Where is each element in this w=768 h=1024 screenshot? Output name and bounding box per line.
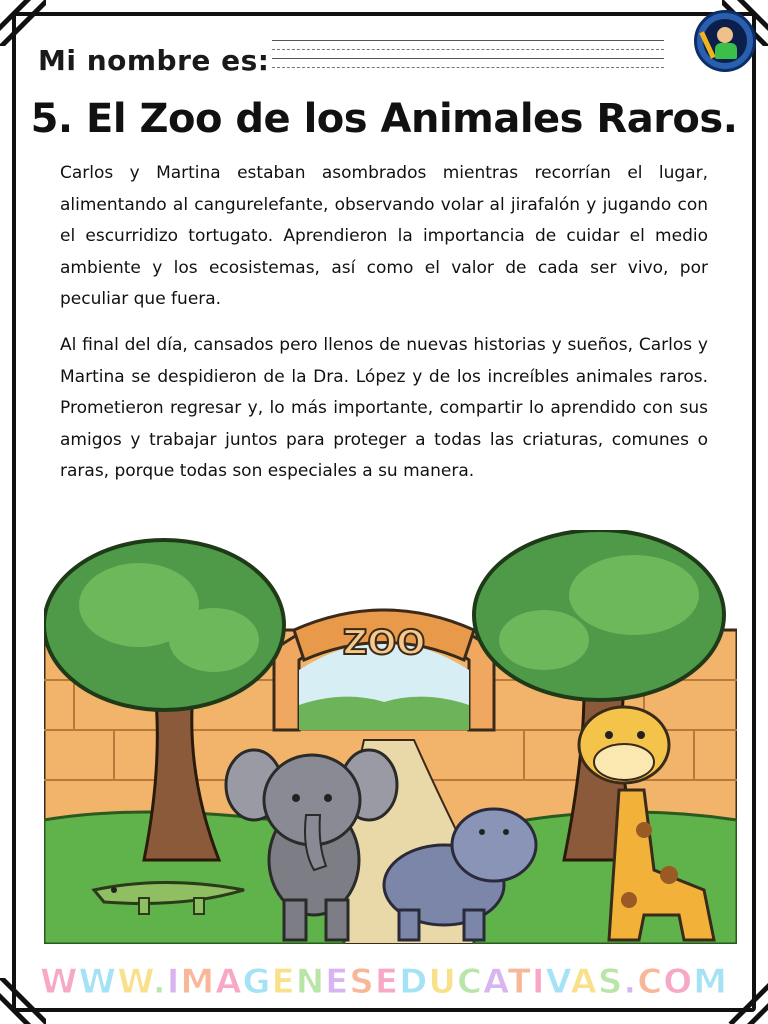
website-letter: U — [428, 962, 457, 1002]
website-letter: O — [663, 962, 694, 1002]
website-letter: M — [180, 962, 216, 1002]
corner-stripes-top-left — [0, 0, 46, 46]
story-paragraph-1: Carlos y Martina estaban asombrados mientras recorrían el lugar, alimentando al cangurelefante, observando volar al jirafalón y jugando con el escurridizo tortugato. Aprendieron la importancia de cuidar el medio ambiente y los ecosistemas, así como el valor de cada ser vivo, por peculiar que fuera. — [60, 163, 708, 309]
website-letter: S — [597, 962, 624, 1002]
website-letter: V — [545, 962, 571, 1002]
website-letter: . — [623, 962, 638, 1002]
website-letter: N — [295, 962, 326, 1002]
website-letter: E — [325, 962, 350, 1002]
website-letter: S — [349, 962, 375, 1002]
website-letter: W — [40, 962, 79, 1002]
website-letter: I — [531, 962, 546, 1002]
website-footer[interactable] — [0, 962, 768, 1002]
teacher-badge-icon — [694, 10, 756, 72]
website-letter: W — [117, 962, 153, 1002]
website-letter: M — [693, 962, 728, 1002]
website-letter: G — [242, 962, 272, 1002]
website-letter: C — [456, 962, 483, 1002]
zoo-illustration — [44, 530, 737, 944]
website-letter: E — [271, 962, 296, 1002]
story-paragraph-2: Al final del día, cansados pero llenos de nuevas historias y sueños, Carlos y Martina se despidieron de la Dra. López y de los increíbles animales raros. Prometieron regresar y, lo más importante, compartir lo aprendido con sus amigos y trabajar juntos para proteger a todas las criaturas, comunes o raras, porque todas son especiales a su manera. — [60, 335, 708, 481]
page-title: 5. El Zoo de los Animales Raros. — [30, 96, 738, 142]
zoo-sign-text: ZOO — [342, 623, 426, 663]
website-letter: A — [215, 962, 243, 1002]
website-letter: D — [399, 962, 429, 1002]
website-letter: . — [152, 962, 167, 1002]
website-letter: T — [507, 962, 532, 1002]
name-write-lines[interactable] — [272, 40, 664, 76]
website-letter: E — [374, 962, 400, 1002]
website-letter: A — [570, 962, 598, 1002]
website-letter: C — [637, 962, 664, 1002]
website-letter: I — [166, 962, 181, 1002]
name-label: Mi nombre es: — [38, 44, 270, 77]
website-letter: W — [78, 962, 118, 1002]
website-letter: A — [482, 962, 508, 1002]
